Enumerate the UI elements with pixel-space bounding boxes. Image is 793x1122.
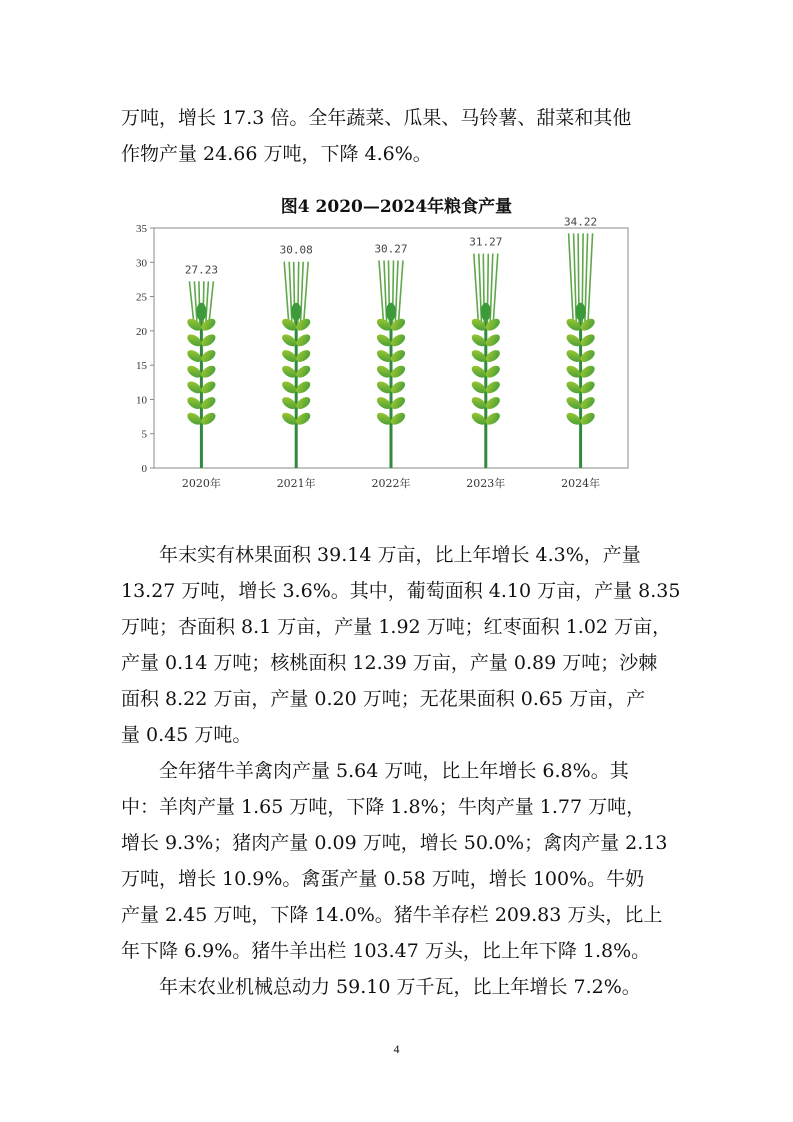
- text-line: 产量 0.14 万吨；核桃面积 12.39 万亩，产量 0.89 万吨；沙棘: [121, 652, 658, 674]
- wheat-bar: [564, 233, 596, 468]
- x-tick-label: 2023年: [466, 477, 506, 490]
- y-tick-label: 5: [141, 428, 147, 441]
- wheat-bar: [470, 254, 502, 468]
- value-label: 30.08: [279, 243, 313, 257]
- y-tick-label: 0: [141, 463, 147, 475]
- grain-output-chart: [110, 216, 640, 496]
- text-line: 作物产量 24.66 万吨，下降 4.6%。: [121, 143, 432, 165]
- value-label: 30.27: [374, 242, 408, 256]
- y-tick-label: 25: [136, 291, 147, 304]
- x-tick-label: 2021年: [276, 477, 316, 490]
- machinery-paragraph: [121, 969, 676, 1005]
- x-tick-label: 2020年: [181, 477, 221, 490]
- text-line: 13.27 万吨，增长 3.6%。其中，葡萄面积 4.10 万亩，产量 8.35: [121, 580, 681, 602]
- wheat-bar: [375, 260, 407, 468]
- forest-fruit-paragraph: [121, 537, 681, 753]
- page-number: 4: [393, 1042, 400, 1056]
- text-line: 万吨，增长 17.3 倍。全年蔬菜、瓜果、马铃薯、甜菜和其他: [121, 107, 632, 129]
- y-tick-label: 30: [136, 257, 147, 270]
- value-label: 34.22: [564, 216, 598, 229]
- text-line: 年下降 6.9%。猪牛羊出栏 103.47 万头，比上年下降 1.8%。: [121, 940, 651, 962]
- text-line: 量 0.45 万吨。: [121, 724, 252, 746]
- text-line: 增长 9.3%；猪肉产量 0.09 万吨，增长 50.0%；禽肉产量 2.13: [121, 832, 668, 854]
- text-line: 面积 8.22 万亩，产量 0.20 万吨；无花果面积 0.65 万亩，产: [121, 688, 646, 710]
- intro-paragraph: [121, 100, 676, 172]
- text-line: 产量 2.45 万吨，下降 14.0%。猪牛羊存栏 209.83 万头，比上: [121, 904, 663, 926]
- text-line: 年末实有林果面积 39.14 万亩，比上年增长 4.3%，产量: [159, 544, 641, 566]
- x-tick-label: 2024年: [561, 477, 601, 490]
- livestock-paragraph: [121, 753, 676, 969]
- x-tick-label: 2022年: [371, 477, 411, 490]
- wheat-bar: [280, 262, 312, 468]
- text-line: 中：羊肉产量 1.65 万吨，下降 1.8%；牛肉产量 1.77 万吨，: [121, 796, 646, 818]
- y-tick-label: 35: [136, 223, 147, 235]
- value-label: 31.27: [469, 235, 503, 249]
- text-line: 万吨，增长 10.9%。禽蛋产量 0.58 万吨，增长 100%。牛奶: [121, 868, 645, 890]
- y-tick-label: 10: [136, 394, 147, 407]
- value-label: 27.23: [184, 263, 218, 277]
- y-tick-label: 20: [136, 325, 147, 338]
- text-line: 年末农业机械总动力 59.10 万千瓦，比上年增长 7.2%。: [159, 976, 641, 998]
- text-line: 全年猪牛羊禽肉产量 5.64 万吨，比上年增长 6.8%。其: [159, 760, 629, 782]
- figure-title: 图4 2020—2024年粮食产量: [280, 197, 513, 217]
- text-line: 万吨；杏面积 8.1 万亩，产量 1.92 万吨；红枣面积 1.02 万亩，: [121, 616, 672, 638]
- wheat-bar: [185, 281, 217, 468]
- y-tick-label: 15: [136, 360, 147, 373]
